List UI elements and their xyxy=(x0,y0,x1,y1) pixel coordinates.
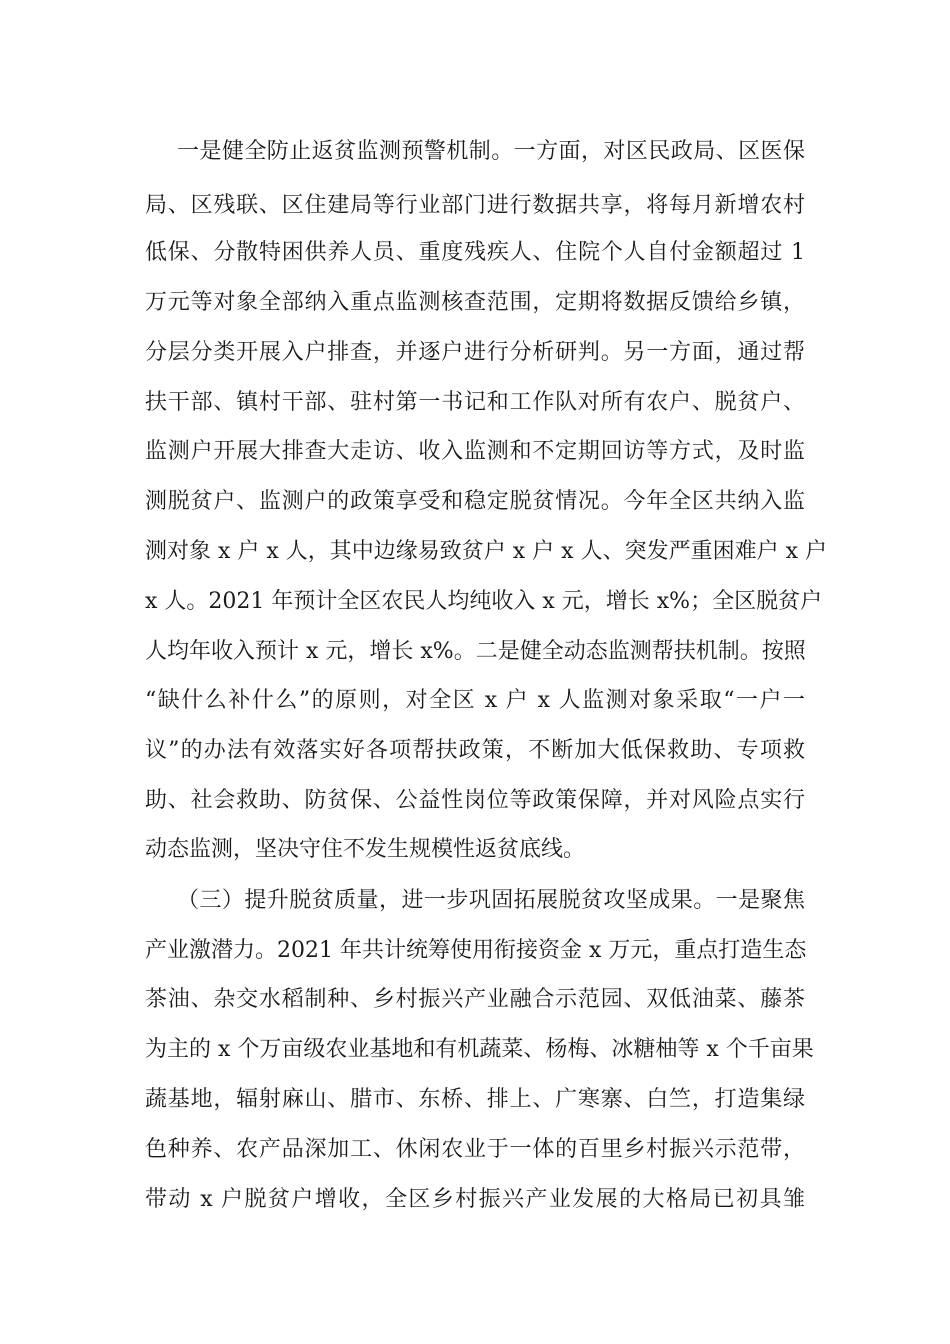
paragraph-line: 低保、分散特困供养人员、重度残疾人、住院个人自付金额超过 1 xyxy=(145,240,805,265)
paragraph-line: x 人。2021 年预计全区农民人均纯收入 x 元，增长 x%；全区脱贫户 xyxy=(145,589,823,614)
paragraph-line: 监测户开展大排查大走访、收入监测和不定期回访等方式，及时监 xyxy=(145,439,805,464)
paragraph-line: 人均年收入预计 x 元，增长 x%。二是健全动态监测帮扶机制。按照 xyxy=(145,639,806,664)
paragraph-line: 测脱贫户、监测户的政策享受和稳定脱贫情况。今年全区共纳入监 xyxy=(145,489,805,514)
paragraph-line: 测对象 x 户 x 人，其中边缘易致贫户 x 户 x 人、突发严重困难户 x 户 xyxy=(145,539,827,564)
paragraph-line: 带动 x 户脱贫户增收，全区乡村振兴产业发展的大格局已初具雏 xyxy=(145,1187,805,1212)
paragraph-line: 色种养、农产品深加工、休闲农业于一体的百里乡村振兴示范带， xyxy=(145,1137,805,1162)
paragraph-line: 茶油、杂交水稻制种、乡村振兴产业融合示范园、双低油菜、藤茶 xyxy=(145,987,805,1012)
paragraph-line: 扶干部、镇村干部、驻村第一书记和工作队对所有农户、脱贫户、 xyxy=(145,390,805,415)
paragraph-line: （三）提升脱贫质量，进一步巩固拓展脱贫攻坚成果。一是聚焦 xyxy=(177,888,805,913)
paragraph-line: 产业激潜力。2021 年共计统筹使用衔接资金 x 万元，重点打造生态 xyxy=(145,938,807,963)
paragraph-line: 一是健全防止返贫监测预警机制。一方面，对区民政局、区医保 xyxy=(177,139,805,164)
paragraph-line: “缺什么补什么”的原则，对全区 x 户 x 人监测对象采取“一户一 xyxy=(145,688,805,713)
paragraph-line: 分层分类开展入户排查，并逐户进行分析研判。另一方面，通过帮 xyxy=(145,340,805,365)
paragraph-line: 蔬基地，辐射麻山、腊市、东桥、排上、广寒寨、白竺，打造集绿 xyxy=(145,1087,805,1112)
paragraph-line: 议”的办法有效落实好各项帮扶政策，不断加大低保救助、专项救 xyxy=(145,738,805,763)
paragraph-line: 助、社会救助、防贫保、公益性岗位等政策保障，并对风险点实行 xyxy=(145,788,805,813)
paragraph-line: 万元等对象全部纳入重点监测核查范围，定期将数据反馈给乡镇， xyxy=(145,290,805,315)
paragraph-line: 动态监测，坚决守住不发生规模性返贫底线。 xyxy=(145,837,586,862)
paragraph-line: 为主的 x 个万亩级农业基地和有机蔬菜、杨梅、冰糖柚等 x 个千亩果 xyxy=(145,1037,814,1062)
paragraph-line: 局、区残联、区住建局等行业部门进行数据共享，将每月新增农村 xyxy=(145,193,805,218)
